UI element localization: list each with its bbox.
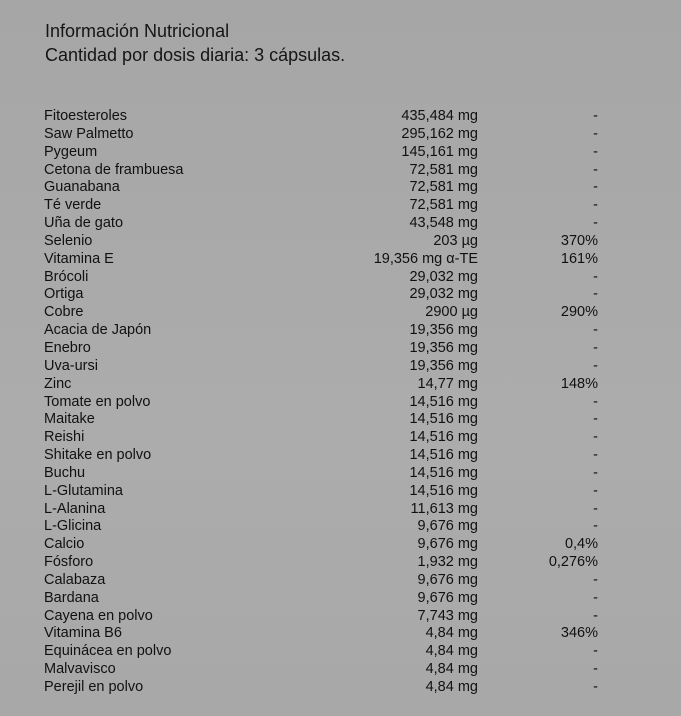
table-row: [0, 162, 681, 180]
daily-value: -: [593, 571, 598, 588]
nutrient-name: Pygeum: [44, 143, 98, 160]
nutrient-name: Calcio: [44, 536, 85, 553]
daily-value: -: [593, 286, 598, 303]
nutrient-name: Zinc: [44, 375, 72, 392]
table-row: [0, 536, 681, 554]
nutrient-amount: 4,84 mg: [425, 643, 478, 660]
nutrient-amount: 43,548 mg: [409, 215, 478, 232]
daily-value: -: [593, 179, 598, 196]
table-row: [0, 447, 681, 465]
daily-value: -: [593, 322, 598, 339]
nutrient-name: Calabaza: [44, 571, 106, 588]
serving-size-subtitle: Cantidad por dosis diaria: 3 cápsulas.: [45, 45, 346, 65]
daily-value: -: [593, 393, 598, 410]
daily-value: -: [593, 607, 598, 624]
table-row: [0, 215, 681, 233]
table-row: [0, 233, 681, 251]
daily-value: 0,276%: [548, 554, 598, 571]
table-row: [0, 608, 681, 626]
nutrient-amount: 9,676 mg: [417, 518, 478, 535]
nutrient-amount: 4,84 mg: [425, 625, 478, 642]
daily-value: 161%: [560, 250, 598, 267]
nutrient-amount: 29,032 mg: [409, 268, 478, 285]
nutrient-amount: 203 µg: [433, 232, 478, 249]
nutrient-name: Cetona de frambuesa: [44, 161, 184, 178]
table-row: [0, 304, 681, 322]
table-row: [0, 518, 681, 536]
nutrient-name: Maitake: [44, 411, 95, 428]
daily-value: -: [593, 589, 598, 606]
nutrient-amount: 11,613 mg: [410, 500, 478, 517]
nutrient-name: Malvavisco: [44, 661, 116, 678]
daily-value: -: [593, 161, 598, 178]
table-row: [0, 501, 681, 519]
table-row: [0, 286, 681, 304]
nutrient-name: L-Glutamina: [44, 482, 123, 499]
daily-value: 290%: [560, 304, 598, 321]
nutrient-name: Vitamina E: [44, 250, 114, 267]
nutrient-amount: 14,516 mg: [409, 411, 478, 428]
table-row: [0, 251, 681, 269]
nutrient-amount: 14,516 mg: [409, 464, 478, 481]
nutrient-name: Reishi: [44, 429, 85, 446]
nutrient-name: L-Alanina: [44, 500, 106, 517]
nutrient-name: Guanabana: [44, 179, 120, 196]
nutrient-name: Enebro: [44, 339, 91, 356]
daily-value: -: [593, 679, 598, 695]
table-row: [0, 661, 681, 679]
nutrient-name: Perejil en polvo: [44, 679, 144, 695]
nutrient-amount: 14,77 mg: [417, 375, 478, 392]
table-row: [0, 126, 681, 144]
table-row: [0, 322, 681, 340]
daily-value: -: [593, 143, 598, 160]
nutrient-amount: 14,516 mg: [409, 429, 478, 446]
daily-value: 0,4%: [564, 536, 598, 553]
table-row: [0, 572, 681, 590]
nutrient-amount: 4,84 mg: [425, 679, 478, 695]
nutrient-name: Ortiga: [44, 286, 84, 303]
nutrient-amount: 29,032 mg: [409, 286, 478, 303]
nutrient-name: L-Glicina: [44, 518, 102, 535]
page-title: Información Nutricional: [45, 21, 230, 41]
nutrient-table: [0, 108, 681, 697]
nutrient-name: Selenio: [44, 232, 93, 249]
nutrient-name: Buchu: [44, 464, 86, 481]
daily-value: 148%: [560, 375, 598, 392]
nutrient-name: Cobre: [44, 304, 84, 321]
table-row: [0, 358, 681, 376]
nutrient-name: Fitoesteroles: [44, 108, 128, 124]
nutrient-amount: 72,581 mg: [409, 197, 478, 214]
table-row: [0, 465, 681, 483]
nutrient-amount: 295,162 mg: [401, 125, 478, 142]
nutrient-amount: 72,581 mg: [409, 179, 478, 196]
nutrient-amount: 72,581 mg: [409, 161, 478, 178]
table-row: [0, 269, 681, 287]
daily-value: -: [593, 500, 598, 517]
table-row: [0, 643, 681, 661]
table-row: [0, 197, 681, 215]
daily-value: -: [593, 482, 598, 499]
table-row: [0, 340, 681, 358]
nutrient-amount: 19,356 mg: [409, 339, 478, 356]
table-row: [0, 554, 681, 572]
table-row: [0, 483, 681, 501]
nutrient-name: Bardana: [44, 589, 99, 606]
daily-value: -: [593, 108, 598, 124]
nutrient-amount: 435,484 mg: [401, 108, 478, 124]
daily-value: 370%: [560, 232, 598, 249]
daily-value: -: [593, 411, 598, 428]
nutrient-name: Cayena en polvo: [44, 607, 153, 624]
nutrient-amount: 14,516 mg: [409, 447, 478, 464]
daily-value: -: [593, 447, 598, 464]
nutrient-amount: 19,356 mg: [409, 357, 478, 374]
nutrient-amount: 7,743 mg: [417, 607, 478, 624]
nutrient-name: Uña de gato: [44, 215, 124, 232]
daily-value: -: [593, 125, 598, 142]
table-row: [0, 108, 681, 126]
daily-value: -: [593, 661, 598, 678]
daily-value: -: [593, 268, 598, 285]
nutrient-amount: 1,932 mg: [417, 554, 478, 571]
table-row: [0, 394, 681, 412]
table-row: [0, 590, 681, 608]
nutrient-name: Tomate en polvo: [44, 393, 151, 410]
nutrient-name: Equinácea en polvo: [44, 643, 172, 660]
nutrient-amount: 9,676 mg: [417, 536, 478, 553]
table-row: [0, 679, 681, 697]
daily-value: -: [593, 429, 598, 446]
daily-value: -: [593, 215, 598, 232]
nutrient-name: Uva-ursi: [44, 357, 98, 374]
table-row: [0, 179, 681, 197]
table-row: [0, 429, 681, 447]
nutrient-name: Brócoli: [44, 268, 89, 285]
table-row: [0, 376, 681, 394]
table-row: [0, 411, 681, 429]
nutrient-name: Acacia de Japón: [44, 322, 152, 339]
daily-value: -: [593, 357, 598, 374]
nutrient-amount: 14,516 mg: [409, 482, 478, 499]
nutrient-name: Shitake en polvo: [44, 447, 152, 464]
nutrient-amount: 9,676 mg: [417, 571, 478, 588]
nutrient-amount: 9,676 mg: [417, 589, 478, 606]
table-row: [0, 144, 681, 162]
nutrient-amount: 145,161 mg: [401, 143, 478, 160]
nutrient-name: Fósforo: [44, 554, 94, 571]
nutrient-amount: 4,84 mg: [425, 661, 478, 678]
nutrient-name: Vitamina B6: [44, 625, 122, 642]
daily-value: -: [593, 643, 598, 660]
table-row: [0, 625, 681, 643]
daily-value: 346%: [560, 625, 598, 642]
nutrient-name: Té verde: [44, 197, 102, 214]
nutrient-amount: 14,516 mg: [409, 393, 478, 410]
daily-value: -: [593, 197, 598, 214]
daily-value: -: [593, 518, 598, 535]
nutrient-amount: 2900 µg: [425, 304, 478, 321]
daily-value: -: [593, 339, 598, 356]
nutrient-amount: 19,356 mg α-TE: [373, 250, 478, 267]
nutrient-amount: 19,356 mg: [409, 322, 478, 339]
nutrient-name: Saw Palmetto: [44, 125, 134, 142]
daily-value: -: [593, 464, 598, 481]
